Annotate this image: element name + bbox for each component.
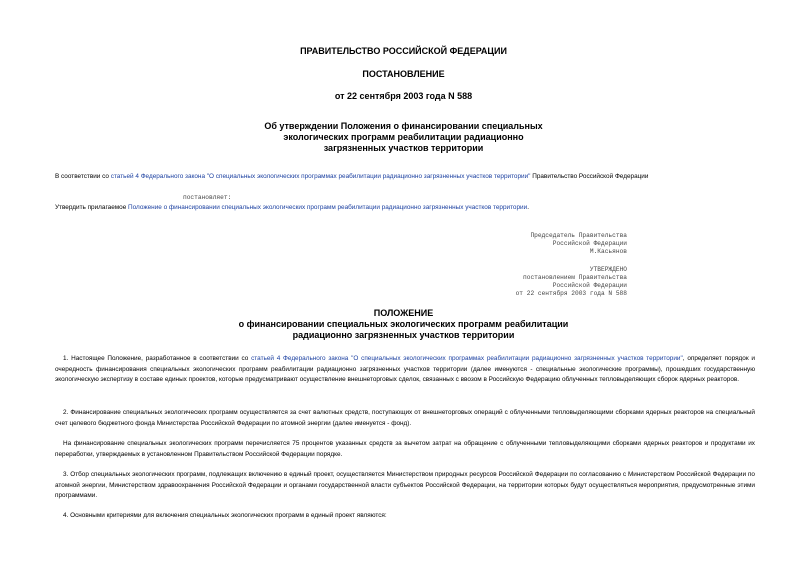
approved-block <box>516 266 627 298</box>
title-line: Об утверждении Положения о финансировании специальных <box>264 121 543 131</box>
paragraph-1-prefix: 1. Настоящее Положение, разработанное в соответствии со <box>63 355 252 362</box>
title-line: экологических программ реабилитации радиационно <box>283 132 524 142</box>
preamble <box>55 173 648 180</box>
approve-prefix: Утвердить прилагаемое <box>55 204 129 211</box>
paragraph-4: 4. Основными критериями для включения специальных экологических программ в единый проект являются: <box>63 512 387 519</box>
law-article-link[interactable]: статьей 4 Федерального закона "О специальных экологических программах реабилитации радиационно загрязненных участков территории" <box>110 173 531 180</box>
regulation-title <box>0 308 807 341</box>
government-name: ПРАВИТЕЛЬСТВО РОССИЙСКОЙ ФЕДЕРАЦИИ <box>300 46 507 56</box>
regulation-title-line: радиационно загрязненных участков территории <box>292 330 515 340</box>
approved-line: постановлением Правительства <box>523 273 627 281</box>
regulation-link[interactable]: Положение о финансировании специальных экологических программ реабилитации радиационно загрязненных участков территории <box>128 204 528 211</box>
signature-line: Председатель Правительства <box>530 232 627 239</box>
preamble-suffix: Правительство Российской Федерации <box>530 173 649 180</box>
preamble-prefix: В соответствии со <box>55 173 111 180</box>
signature-line: М.Касьянов <box>589 247 627 255</box>
approve-suffix: . <box>527 204 529 211</box>
paragraph-2-continued: На финансирование специальных экологических программ перечисляется 75 процентов указанных средств за вычетом затрат на обращение с облученными тепловыделяющими сборками ядерных реакторов и продуктами их переработки, утверждаемых в установленном Правительством Российской Федерации порядке. <box>55 440 755 458</box>
paragraph-2: 2. Финансирование специальных экологических программ осуществляется за счет валютных средств, поступающих от внешнеторговых операций с облученными тепловыделяющими сборками ядерных реакторов на специальный счет целевого бюджетного фонда Министерства Российской Федерации по атомной энергии (далее именуется - фонд). <box>55 409 755 427</box>
document-date: от 22 сентября 2003 года N 588 <box>334 91 473 101</box>
approved-line: Российской Федерации <box>552 281 627 289</box>
approve-statement <box>55 204 529 211</box>
regulation-title-line: ПОЛОЖЕНИЕ <box>373 308 434 318</box>
document-title <box>0 121 807 154</box>
approved-line: от 22 сентября 2003 года N 588 <box>515 289 627 297</box>
document-type: ПОСТАНОВЛЕНИЕ <box>362 69 445 79</box>
regulation-title-line: о финансировании специальных экологических программ реабилитации <box>238 319 569 329</box>
paragraph-1-suffix: , определяет порядок и очередность финансирования специальных экологических программ реабилитации радиационно загрязненных участков территории (далее именуются - специальные экологические программы), прошедших государственную экологическую экспертизу в составе единых проектов, которые предусматривают осуществление внешнеторговых сделок, связанных с ввозом в Российскую Федерацию облученных тепловыделяющих сборок ядерных реакторов. <box>55 355 755 383</box>
paragraph-1 <box>55 354 755 386</box>
paragraph-3: 3. Отбор специальных экологических программ, подлежащих включению в единый проект, осуществляется Министерством природных ресурсов Российской Федерации по согласованию с Министерством Российской Федерации по атомной энергии, Министерством здравоохранения Российской Федерации и органами государственной власти субъектов Российской Федерации, на территории которых будут осуществляться мероприятия, предусмотренные этими программами. <box>55 471 755 499</box>
signature-line: Российской Федерации <box>552 239 627 247</box>
decrees-word: постановляет: <box>183 194 232 201</box>
title-line: загрязненных участков территории <box>323 143 484 153</box>
law-article-link-2[interactable]: статьей 4 Федерального закона "О специальных экологических программах реабилитации радиационно загрязненных участков территории" <box>251 355 683 362</box>
approved-line: УТВЕРЖДЕНО <box>589 266 627 273</box>
signature-block <box>530 232 627 256</box>
